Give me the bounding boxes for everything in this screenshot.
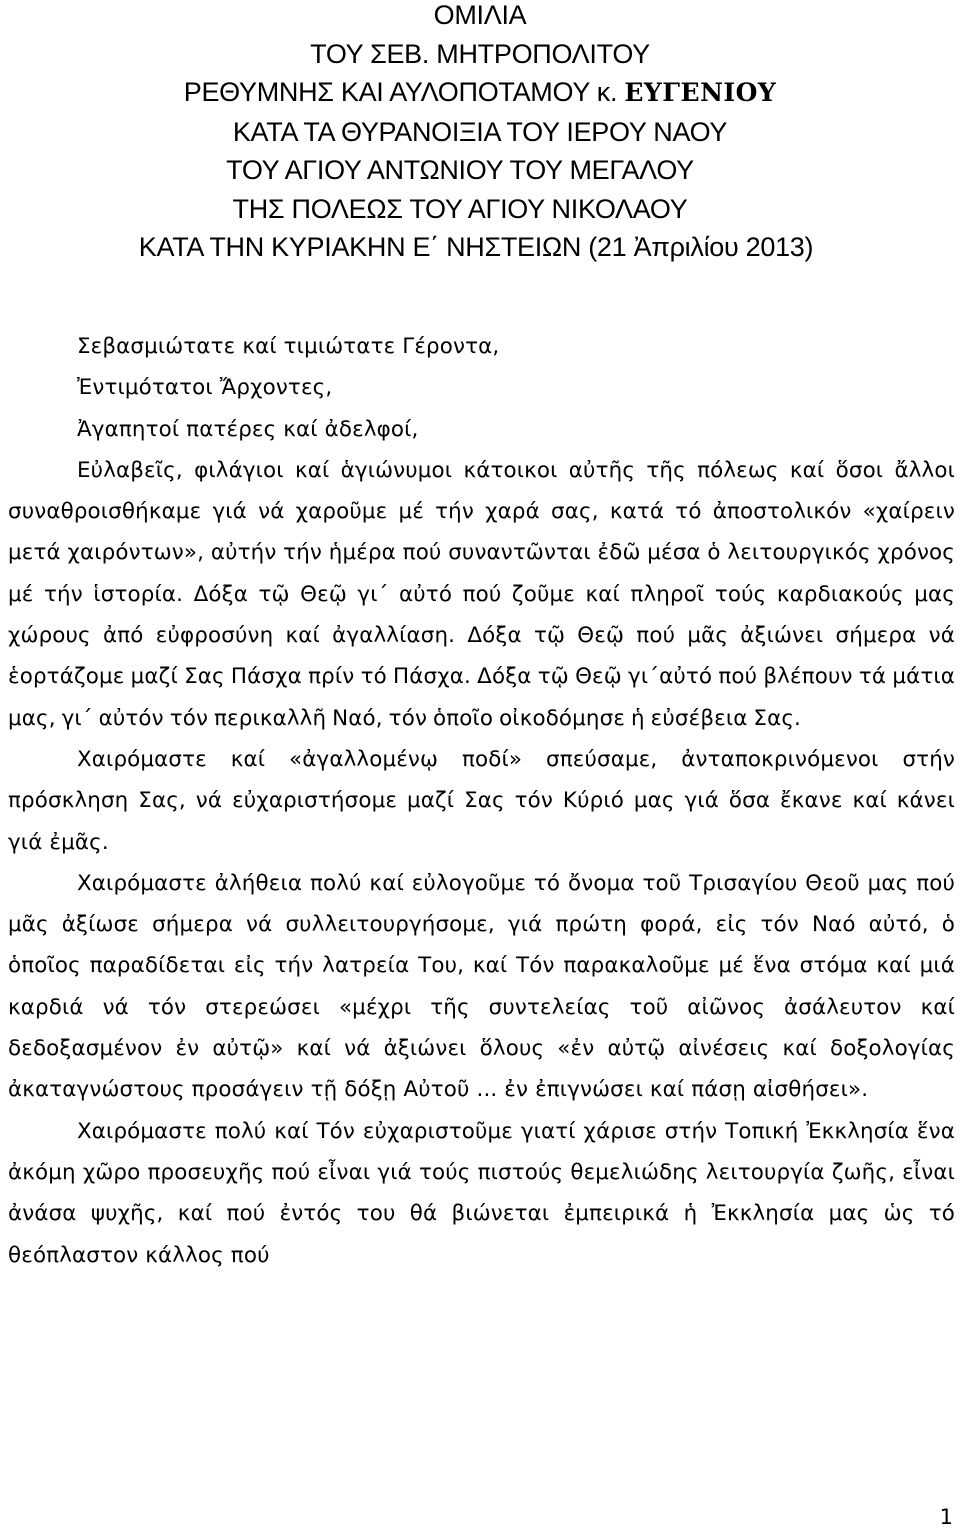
paragraph: Χαιρόμαστε ἀλήθεια πολύ καί εὐλογοῦμε τό ὄνομα τοῦ Τρισαγίου Θεοῦ μας πού μᾶς ἀξίωσε σήμερα νά συλλειτουργήσομε, γιά πρώτη φορά, εἰς τόν Ναό αὐτό, ὁ ὁποῖος παραδίδεται εἰς τήν λατρεία Του, καί Τόν παρακαλοῦμε μέ ἕνα στόμα καί μιά καρδιά νά τόν στερεώσει «μέχρι τῆς συντελείας τοῦ αἰῶνος ἀσάλευτον καί δεδοξασμένον ἐν αὐτῷ» καί νά ἀξιώνει ὅλους «ἐν αὐτῷ αἰνέσεις καί δοξολογίας ἀκαταγνώστους προσάγειν τῇ δόξῃ Αὐτοῦ ... ἐν ἐπιγνώσει καί πάσῃ αἰσθήσει». — [8, 870, 955, 1103]
title-line — [0, 73, 960, 113]
title-line: ΤΗΣ ΠΟΛΕΩΣ ΤΟΥ ΑΓΙΟΥ ΝΙΚΟΛΑΟΥ — [232, 193, 688, 224]
paragraph: Χαιρόμαστε πολύ καί Τόν εὐχαριστοῦμε γιατί χάρισε στήν Τοπική Ἐκκλησία ἕνα ἀκόμη χῶρο προσευχῆς πού εἶναι γιά τούς πιστούς θεμελιώδης λειτουργία ζωῆς, εἶναι ἀνάσα ψυχῆς, καί πού ἐντός του θά βιώνεται ἐμπειρικά ἡ Ἐκκλησία μας ὡς τό θεόπλαστον κάλλος πού — [8, 1118, 955, 1268]
greeting-line: Σεβασμιώτατε καί τιμιώτατε Γέροντα, — [77, 334, 500, 359]
title-line-prefix: ΡΕΘΥΜΝΗΣ ΚΑΙ ΑΥΛΟΠΟΤΑΜΟΥ κ. — [183, 77, 625, 107]
title-line: ΤΟΥ ΣΕΒ. ΜΗΤΡΟΠΟΛΙΤΟΥ — [310, 38, 650, 69]
title-line: ΚΑΤΑ ΤΗΝ ΚΥΡΙΑΚΗΝ Ε΄ ΝΗΣΤΕΙΩΝ (21 Ἀπριλίου 2013) — [138, 232, 814, 262]
homily-body — [8, 326, 955, 1276]
title-line: ΤΟΥ ΑΓΙΟΥ ΑΝΤΩΝΙΟΥ ΤΟΥ ΜΕΓΑΛΟΥ — [226, 155, 694, 185]
paragraph: Χαιρόμαστε καί «ἀγαλλομένῳ ποδί» σπεύσαμε, ἀνταποκρινόμενοι στήν πρόσκληση Σας, νά εὐχαριστήσομε μαζί Σας τόν Κύριό μας γιά ὅσα ἔκανε καί κάνει γιά ἐμᾶς. — [8, 746, 955, 855]
metropolitan-name: ΕΥΓΕΝΙΟΥ — [624, 78, 777, 107]
paragraph: Εὐλαβεῖς, φιλάγιοι καί ἁγιώνυμοι κάτοικοι αὐτῆς τῆς πόλεως καί ὅσοι ἄλλοι συναθροισθήκαμε γιά νά χαροῦμε μέ τήν χαρά σας, κατά τό ἀποστολικόν «χαίρειν μετά χαιρόντων», αὐτήν τήν ἡμέρα πού συναντῶνται ἐδῶ μέσα ὁ λειτουργικός χρόνος μέ τήν ἱστορία. Δόξα τῷ Θεῷ γι΄ αὐτό πού ζοῦμε καί πληροῖ τούς καρδιακούς μας χώρους ἀπό εὐφροσύνη καί ἀγαλλίαση. Δόξα τῷ Θεῷ πού μᾶς ἀξιώνει σήμερα νά ἑορτάζομε μαζί Σας Πάσχα πρίν τό Πάσχα. Δόξα τῷ Θεῷ γι΄αὐτό πού βλέπουν τά μάτια μας, γι΄ αὐτόν τόν περικαλλῆ Ναό, τόν ὁποῖο οἰκοδόμησε ἡ εὐσέβεια Σας. — [8, 457, 955, 731]
page-number: 1 — [939, 1505, 953, 1529]
homily-title-block — [0, 0, 960, 267]
title-line: ΟΜΙΛΙΑ — [433, 0, 527, 30]
title-line: ΚΑΤΑ ΤΑ ΘΥΡΑΝΟΙΞΙΑ ΤΟΥ ΙΕΡΟΥ ΝΑΟΥ — [232, 116, 728, 147]
greeting-line: Ἐντιμότατοι Ἄρχοντες, — [77, 375, 333, 401]
greeting-line: Ἀγαπητοί πατέρες καί ἀδελφοί, — [77, 416, 419, 442]
